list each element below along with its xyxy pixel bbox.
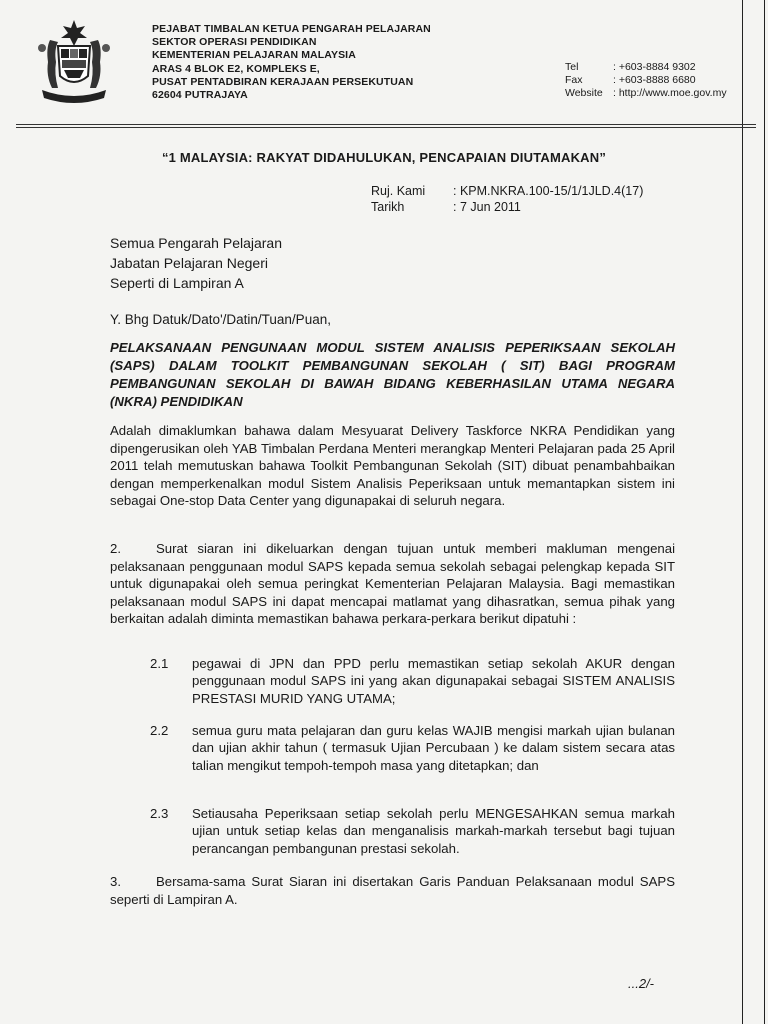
- item-number: 2.1: [150, 656, 169, 671]
- addressee-line: Semua Pengarah Pelajaran: [110, 235, 283, 251]
- date-row: [371, 199, 643, 215]
- addressee-line: Jabatan Pelajaran Negeri: [110, 255, 268, 271]
- item-text: pegawai di JPN dan PPD perlu memastikan setiap sekolah AKUR dengan penggunaan modul SAPS ini yang akan digunapakai sebagai SISTEM ANALISIS PRESTASI MURID YANG UTAMA;: [192, 656, 675, 706]
- page-continuation: ...2/-: [628, 976, 655, 991]
- paragraph-number: 3.: [110, 874, 121, 889]
- item-text: Setiausaha Peperiksaan setiap sekolah perlu MENGESAHKAN semua markah ujian untuk setiap kelas dan menganalisis markah-markah tersebut bagi tujuan perancangan pembangunan prestasi sekolah.: [192, 806, 675, 856]
- contact-row-tel: [565, 61, 727, 74]
- subject-heading: PELAKSANAAN PENGUNAAN MODUL SISTEM ANALISIS PEPERIKSAAN SEKOLAH (SAPS) DALAM TOOLKIT PEMBANGUNAN SEKOLAH ( SIT) BAGI PROGRAM PEMBANGUNAN SEKOLAH DI BAWAH BIDANG KEBERHASILAN UTAMA NEGARA (NKRA) PENDIDIKAN: [110, 340, 675, 409]
- paragraph-number: 2.: [110, 541, 121, 556]
- paragraph-1: Adalah dimaklumkan bahawa dalam Mesyuarat Delivery Taskforce NKRA Pendidikan yang dipengerusikan oleh YAB Timbalan Perdana Menteri merangkap Menteri Pelajaran pada 25 April 2011 telah memutuskan bahawa Toolkit Pembangunan Sekolah (SIT) dibuat penambahbaikan dengan memperkenalkan modul Sistem Analisis Peperiksaan untuk memantapkan sistem ini sebagai One-stop Data Center yang digunapakai di seluruh negara.: [110, 423, 675, 509]
- addressee-line: Seperti di Lampiran A: [110, 275, 244, 291]
- slogan: “1 MALAYSIA: RAKYAT DIDAHULUKAN, PENCAPAIAN DIUTAMAKAN”: [161, 150, 607, 165]
- contact-block: [565, 61, 727, 101]
- reference-value: : KPM.NKRA.100-15/1/1JLD.4(17): [453, 184, 644, 198]
- contact-label: Tel: [565, 61, 579, 73]
- reference-block: [371, 183, 643, 215]
- paragraph-2: [110, 540, 675, 628]
- item-number: 2.2: [150, 723, 169, 738]
- contact-label: Website: [565, 87, 603, 100]
- contact-row-website: [565, 87, 727, 100]
- salutation: Y. Bhg Datuk/Dato'/Datin/Tuan/Puan,: [110, 312, 331, 327]
- agency-line: SEKTOR OPERASI PENDIDIKAN: [152, 36, 317, 49]
- item-number: 2.3: [150, 806, 169, 821]
- header-divider: [16, 127, 756, 128]
- agency-line: 62604 PUTRAJAYA: [152, 89, 248, 102]
- contact-value: : +603-8888 6680: [613, 74, 696, 87]
- reference-row: [371, 183, 643, 199]
- contact-row-fax: [565, 74, 727, 87]
- addressee-block: [110, 233, 282, 293]
- agency-address-block: [152, 23, 431, 102]
- reference-label: Ruj. Kami: [371, 184, 426, 198]
- item-text: semua guru mata pelajaran dan guru kelas WAJIB mengisi markah ujian bulanan dan ujian akhir tahun ( termasuk Ujian Percubaan ) ke dalam sistem secara atas talian mengikut tempoh-tempoh masa yang ditetapkan; dan: [192, 723, 675, 773]
- contact-label: Fax: [565, 74, 583, 87]
- agency-line: PUSAT PENTADBIRAN KERAJAAN PERSEKUTUAN: [152, 75, 414, 88]
- paragraph-text: Surat siaran ini dikeluarkan dengan tujuan untuk memberi makluman mengenai pelaksanaan penggunaan modul SAPS kepada semua sekolah sebagai pelengkap kepada SIT untuk digunapakai oleh semua peringkat Kementerian Pelajaran Malaysia. Bagi memastikan pelaksanaan modul SAPS ini dapat mencapai matlamat yang dihasratkan, semua pihak yang berkaitan adalah diminta memastikan bahawa perkara-perkara berikut dipatuhi :: [110, 541, 675, 627]
- contact-value: : http://www.moe.gov.my: [613, 87, 727, 100]
- header-divider: [16, 124, 756, 125]
- malaysia-crest-icon: [28, 18, 120, 106]
- reference-label: Tarikh: [371, 200, 405, 214]
- agency-line: KEMENTERIAN PELAJARAN MALAYSIA: [152, 49, 356, 62]
- agency-line: ARAS 4 BLOK E2, KOMPLEKS E,: [152, 62, 320, 75]
- paragraph-text: Bersama-sama Surat Siaran ini disertakan Garis Panduan Pelaksanaan modul SAPS seperti di Lampiran A.: [110, 874, 675, 907]
- paragraph-3: [110, 873, 675, 908]
- contact-value: : +603-8884 9302: [613, 61, 696, 73]
- reference-value: : 7 Jun 2011: [453, 200, 521, 214]
- agency-line: PEJABAT TIMBALAN KETUA PENGARAH PELAJARAN: [152, 23, 431, 35]
